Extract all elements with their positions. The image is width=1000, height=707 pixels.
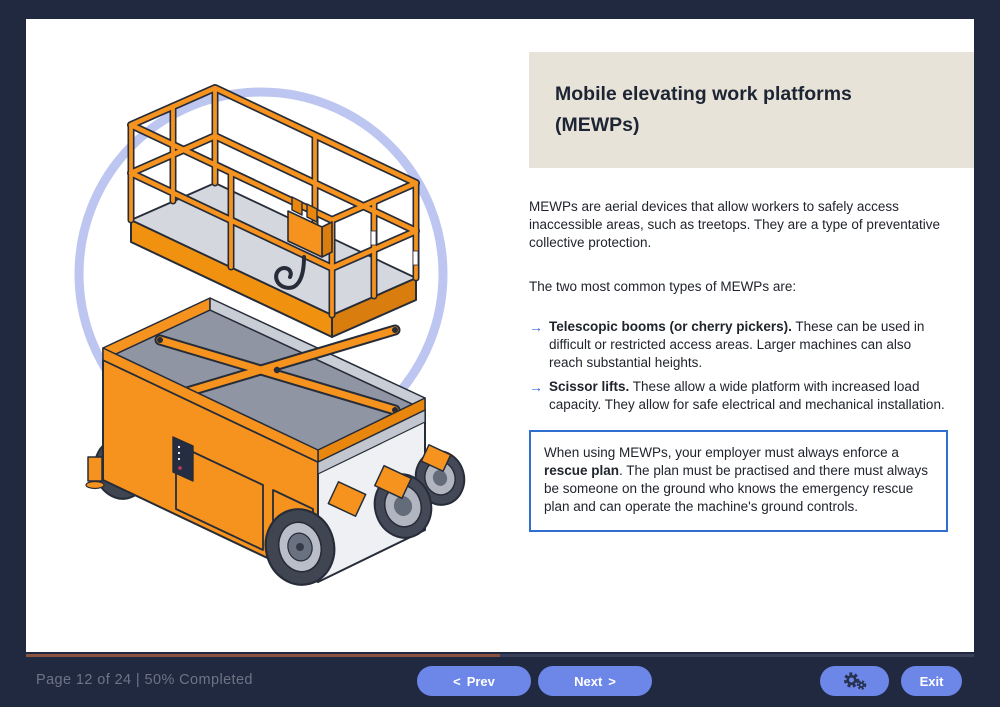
settings-gears-icon <box>841 670 868 692</box>
page-status: Page 12 of 24 | 50% Completed <box>36 672 253 688</box>
list-item <box>529 318 948 372</box>
list-item-text: Scissor lifts. These allow a wide platform with increased load capacity. They allow for safe electrical and mechanical installation. <box>549 379 945 412</box>
next-label: Next <box>574 673 603 689</box>
next-button[interactable] <box>538 666 652 696</box>
exit-label: Exit <box>919 673 944 689</box>
content-column <box>529 168 948 532</box>
chevron-right-icon: > <box>608 673 616 689</box>
settings-button[interactable] <box>820 666 889 696</box>
prev-label: Prev <box>466 673 495 689</box>
mewp-types-list <box>529 318 948 414</box>
exit-button[interactable] <box>901 666 962 696</box>
list-item-text: Telescopic booms (or cherry pickers). These can be used in difficult or restricted access areas. Larger machines can also reach substantial heights. <box>549 319 925 370</box>
prev-button[interactable] <box>417 666 531 696</box>
arrow-bullet-icon: → <box>529 379 543 395</box>
intro-paragraph: MEWPs are aerial devices that allow workers to safely access inaccessible areas, such as treetops. They are a type of preventative collective protection. <box>529 199 940 250</box>
arrow-bullet-icon: → <box>529 319 543 335</box>
list-item <box>529 378 948 414</box>
scissor-lift-illustration <box>26 19 520 652</box>
rescue-plan-callout <box>529 430 948 532</box>
illustration-zone <box>26 19 520 652</box>
page-title: Mobile elevating work platforms (MEWPs) <box>555 83 852 136</box>
callout-text: When using MEWPs, your employer must always enforce a rescue plan. The plan must be practised and there must always be someone on the ground who knows the emergency rescue plan and can operate the machine's ground controls. <box>544 445 928 514</box>
title-box <box>529 52 974 168</box>
chevron-left-icon: < <box>453 673 461 689</box>
lesson-card <box>26 19 974 652</box>
progress-bar <box>26 654 974 657</box>
progress-fill <box>26 654 500 657</box>
types-intro-paragraph: The two most common types of MEWPs are: <box>529 279 797 294</box>
